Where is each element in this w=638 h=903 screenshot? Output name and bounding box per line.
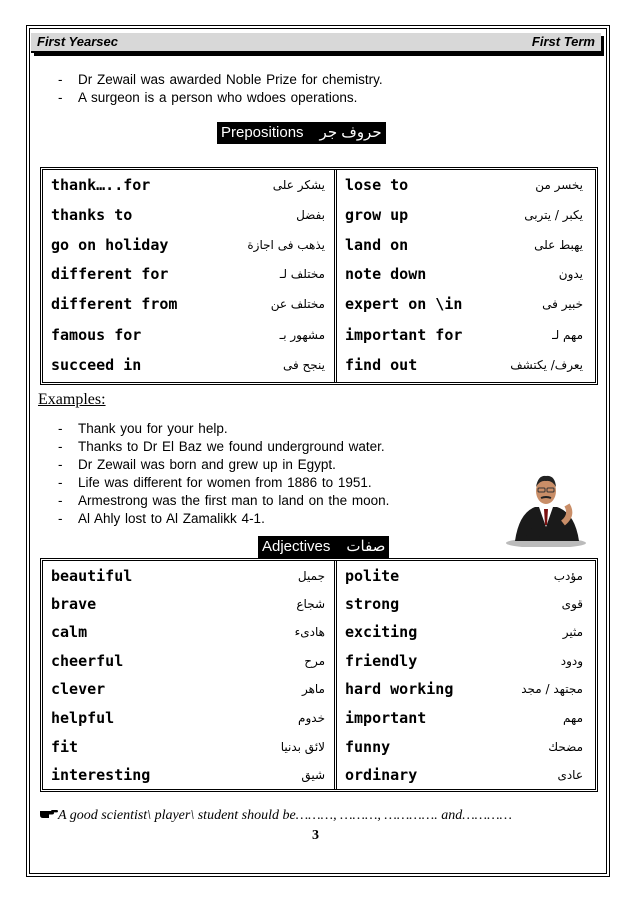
- arabic-meaning: مجتهد / مجد: [521, 682, 583, 696]
- list-item: - Dr Zewail was awarded Noble Prize for chemistry.: [58, 71, 383, 89]
- english-term: thanks to: [51, 206, 133, 224]
- english-term: expert on \in: [345, 295, 463, 313]
- table-row: [337, 320, 595, 350]
- arabic-meaning: مختلف لـ: [279, 267, 325, 281]
- english-term: note down: [345, 265, 427, 283]
- table-row: [337, 760, 595, 790]
- english-term: clever: [51, 680, 106, 698]
- arabic-meaning: مهم لـ: [552, 328, 583, 342]
- english-term: fit: [51, 738, 79, 756]
- english-term: find out: [345, 356, 418, 374]
- english-term: strong: [345, 595, 400, 613]
- table-row: [337, 703, 595, 733]
- table-row: [43, 230, 337, 260]
- adjectives-title: [258, 536, 389, 558]
- arabic-meaning: يهبط على: [534, 238, 583, 252]
- list-item: - Life was different for women from 1886 to 1951.: [58, 474, 389, 492]
- table-row: [43, 561, 337, 591]
- table-row: [43, 320, 337, 350]
- arabic-meaning: مثير: [562, 625, 583, 639]
- table-row: [337, 289, 595, 319]
- english-term: succeed in: [51, 356, 142, 374]
- arabic-meaning: مؤدب: [553, 569, 583, 583]
- arabic-meaning: يخسر من: [535, 178, 583, 192]
- prepositions-left-column: [43, 170, 337, 382]
- english-term: calm: [51, 623, 88, 641]
- english-term: lose to: [345, 176, 409, 194]
- prepositions-title: [217, 122, 386, 144]
- arabic-meaning: شجاع: [296, 597, 325, 611]
- prepositions-right-column: [334, 170, 595, 382]
- arabic-meaning: ينجح فى: [282, 358, 325, 372]
- table-row: [43, 259, 337, 289]
- arabic-meaning: ماهر: [301, 682, 325, 696]
- examples-list: [58, 420, 389, 528]
- english-term: brave: [51, 595, 97, 613]
- table-row: [43, 646, 337, 676]
- table-row: [337, 589, 595, 619]
- english-term: exciting: [345, 623, 418, 641]
- header-left: First Yearsec: [37, 34, 118, 49]
- header-right: First Term: [531, 34, 595, 49]
- english-term: important for: [345, 326, 463, 344]
- adjectives-table: [40, 558, 598, 792]
- english-term: land on: [345, 236, 409, 254]
- adjectives-title-en: Adjectives: [262, 538, 331, 555]
- intro-list: [58, 71, 383, 107]
- english-term: cheerful: [51, 652, 124, 670]
- english-term: famous for: [51, 326, 142, 344]
- table-row: [337, 230, 595, 260]
- arabic-meaning: لائق بدنيا: [280, 740, 325, 754]
- list-item: - Al Ahly lost to Al Zamalikk 4-1.: [58, 510, 389, 528]
- list-item: - A surgeon is a person who wdoes operations.: [58, 89, 383, 107]
- footer-sentence: [40, 808, 512, 824]
- table-row: [43, 170, 337, 200]
- english-term: beautiful: [51, 567, 133, 585]
- adjectives-title-ar: صفات: [346, 538, 386, 555]
- arabic-meaning: يدون: [558, 267, 583, 281]
- arabic-meaning: مضحك: [548, 740, 583, 754]
- table-row: [43, 350, 337, 380]
- english-term: friendly: [345, 652, 418, 670]
- arabic-meaning: يعرف/ يكتشف: [510, 358, 583, 372]
- table-row: [337, 170, 595, 200]
- table-row: [337, 674, 595, 704]
- arabic-meaning: ودود: [560, 654, 583, 668]
- list-item: - Dr Zewail was born and grew up in Egypt.: [58, 456, 389, 474]
- table-row: [43, 617, 337, 647]
- table-row: [43, 760, 337, 790]
- table-row: [43, 674, 337, 704]
- page-header: [31, 33, 601, 53]
- english-term: grow up: [345, 206, 409, 224]
- list-item: - Thanks to Dr El Baz we found underground water.: [58, 438, 389, 456]
- arabic-meaning: خبير فى: [542, 297, 583, 311]
- adjectives-left-column: [43, 561, 337, 789]
- table-row: [43, 703, 337, 733]
- prepositions-title-en: Prepositions: [221, 124, 304, 141]
- table-row: [337, 732, 595, 762]
- table-row: [43, 589, 337, 619]
- page-number: 3: [312, 828, 319, 843]
- table-row: [337, 561, 595, 591]
- man-portrait-image: [505, 467, 587, 547]
- arabic-meaning: جميل: [297, 569, 325, 583]
- arabic-meaning: بفضل: [296, 208, 325, 222]
- arabic-meaning: يذهب فى اجازة: [247, 238, 325, 252]
- pointing-hand-icon: [40, 808, 58, 819]
- arabic-meaning: مهم: [563, 711, 583, 725]
- arabic-meaning: خدوم: [298, 711, 325, 725]
- english-term: go on holiday: [51, 236, 169, 254]
- arabic-meaning: عادى: [557, 768, 583, 782]
- footer-text: A good scientist\ player\ student should be………, ………, …………. and…………: [58, 808, 512, 823]
- table-row: [337, 350, 595, 380]
- table-row: [43, 200, 337, 230]
- table-row: [337, 259, 595, 289]
- prepositions-table: [40, 167, 598, 385]
- english-term: different from: [51, 295, 178, 313]
- arabic-meaning: يشكر على: [272, 178, 325, 192]
- table-row: [43, 732, 337, 762]
- arabic-meaning: مشهور بـ: [279, 328, 325, 342]
- english-term: ordinary: [345, 766, 418, 784]
- list-item: - Thank you for your help.: [58, 420, 389, 438]
- list-item: - Armestrong was the first man to land on the moon.: [58, 492, 389, 510]
- table-row: [337, 617, 595, 647]
- arabic-meaning: قوى: [561, 597, 583, 611]
- arabic-meaning: مرح: [304, 654, 325, 668]
- english-term: different for: [51, 265, 169, 283]
- english-term: interesting: [51, 766, 151, 784]
- arabic-meaning: مختلف عن: [270, 297, 325, 311]
- english-term: polite: [345, 567, 400, 585]
- prepositions-title-ar: حروف جر: [319, 124, 382, 141]
- table-row: [337, 646, 595, 676]
- table-row: [337, 200, 595, 230]
- examples-heading: Examples:: [38, 391, 106, 408]
- english-term: helpful: [51, 709, 115, 727]
- english-term: hard working: [345, 680, 454, 698]
- english-term: important: [345, 709, 427, 727]
- arabic-meaning: يكبر / يتربى: [524, 208, 583, 222]
- arabic-meaning: شيق: [301, 768, 325, 782]
- english-term: funny: [345, 738, 391, 756]
- arabic-meaning: هادىء: [294, 625, 325, 639]
- adjectives-right-column: [334, 561, 595, 789]
- table-row: [43, 289, 337, 319]
- english-term: thank…..for: [51, 176, 151, 194]
